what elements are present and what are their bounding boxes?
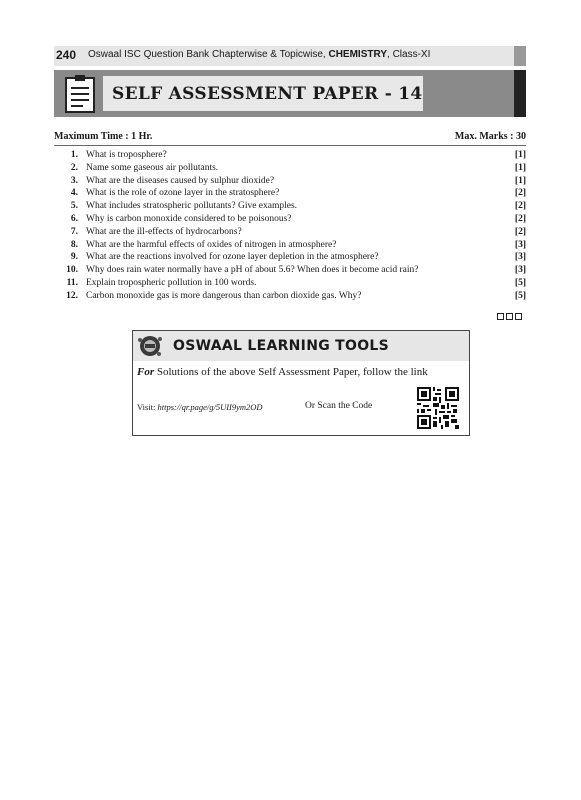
running-header-title: Oswaal ISC Question Bank Chapterwise & Topicwise, CHEMISTRY, Class-XI — [88, 49, 431, 60]
question-item: 7. What are the ill-effects of hydrocarbons? [2] — [70, 226, 526, 237]
question-item: 9. What are the reactions involved for ozone layer depletion in the atmosphere? [3] — [70, 252, 526, 263]
end-of-paper-marks — [497, 313, 522, 320]
question-list — [54, 150, 526, 304]
question-item: 4. What is the role of ozone layer in the stratosphere? [2] — [70, 188, 526, 199]
worksheet-icon — [64, 74, 96, 114]
question-item: 3. What are the diseases caused by sulphur dioxide? [1] — [70, 175, 526, 186]
question-item: 10. Why does rain water normally have a pH of about 5.6? When does it become acid rain? [3] — [66, 265, 526, 276]
question-item: 12. Carbon monoxide gas is more dangerous than carbon dioxide gas. Why? [5] — [66, 290, 526, 301]
square-icon — [515, 313, 522, 320]
meta-divider — [54, 145, 526, 146]
page-number: 240 — [56, 48, 77, 62]
subject-name: CHEMISTRY — [328, 49, 388, 60]
square-icon — [497, 313, 504, 320]
question-item: 6. Why is carbon monoxide considered to be poisonous? [2] — [70, 213, 526, 224]
question-item: 8. What are the harmful effects of oxides of nitrogen in atmosphere? [3] — [70, 239, 526, 250]
banner-edge-block — [514, 70, 526, 117]
oswaal-logo-icon — [137, 334, 163, 358]
question-item: 2. Name some gaseous air pollutants. [1] — [70, 162, 526, 173]
learning-tools-title: OSWAAL LEARNING TOOLS — [173, 338, 390, 354]
qr-code-icon[interactable] — [415, 385, 461, 431]
question-item: 11. Explain tropospheric pollution in 100 words. [5] — [66, 277, 526, 288]
header-edge-bar — [514, 46, 526, 66]
paper-meta — [54, 131, 526, 142]
question-item: 5. What includes stratospheric pollutants? Give examples. [2] — [70, 201, 526, 212]
max-marks: Max. Marks : 30 — [454, 131, 526, 142]
question-item: 1. What is troposphere? [1] — [70, 150, 526, 160]
solutions-instruction: For Solutions of the above Self Assessment Paper, follow the link — [137, 366, 428, 378]
square-icon — [506, 313, 513, 320]
solutions-link[interactable]: https://qr.page/g/5UII9ym2OD — [157, 402, 263, 412]
scan-instruction: Or Scan the Code — [305, 401, 373, 411]
learning-tools-box — [132, 330, 470, 436]
paper-title: SELF ASSESSMENT PAPER - 14 — [112, 84, 423, 104]
max-time: Maximum Time : 1 Hr. — [54, 131, 153, 142]
solutions-link-line: Visit: https://qr.page/g/5UII9ym2OD — [137, 402, 263, 412]
